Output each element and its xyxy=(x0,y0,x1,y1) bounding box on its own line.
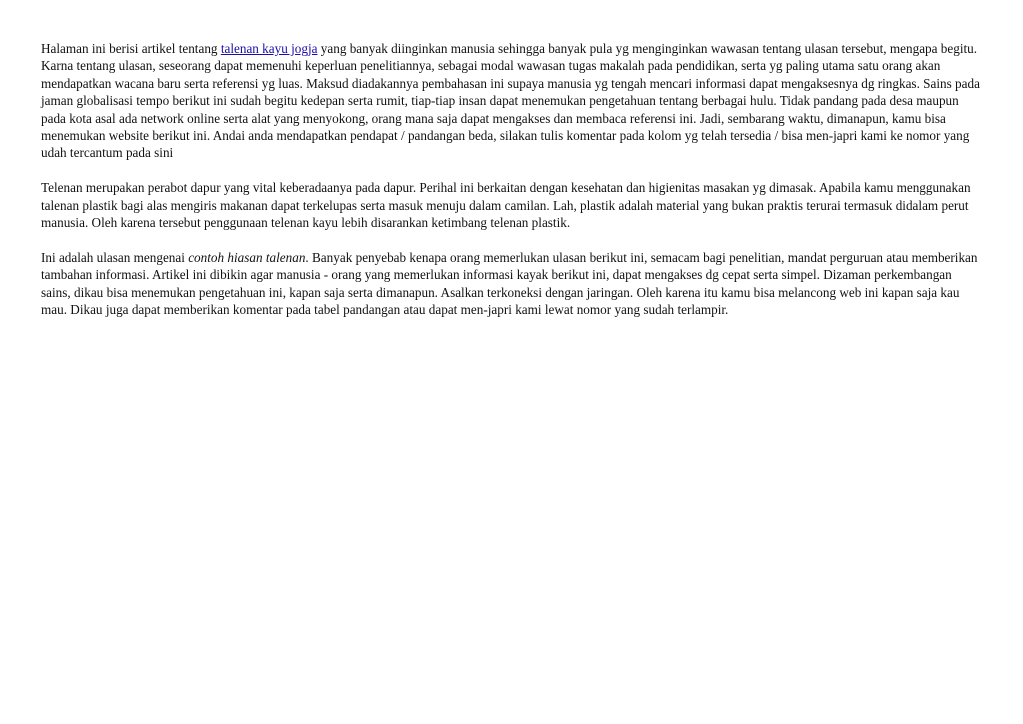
paragraph-telenan xyxy=(41,179,983,231)
paragraph-intro xyxy=(41,40,983,162)
paragraph-ulasan-lead: Ini adalah ulasan mengenai xyxy=(41,249,189,265)
article-body xyxy=(41,40,983,336)
talenan-kayu-jogja-link[interactable]: talenan kayu jogja xyxy=(220,41,318,56)
contoh-hiasan-talenan-emphasis: contoh hiasan talenan xyxy=(188,249,306,265)
paragraph-intro-lead: Halaman ini berisi artikel tentang xyxy=(41,41,221,56)
paragraph-intro-rest: yang banyak diinginkan manusia sehingga banyak pula yg menginginkan wawasan tentang ulasan tersebut, mengapa begitu. Karna tentang ulasan, seseorang dapat memenuhi keperluan penelitiannya, sebagai modal wawasan tugas makalah pada pendidikan, serta yg paling utama satu orang akan mendapatkan wacana baru serta referensi yg luas. Maksud diadakannya pembahasan ini supaya manusia yg tengah mencari informasi dapat mengaksesnya dg ringkas. Sains pada jaman globalisasi tempo berikut ini sudah begitu kedepan serta rumit, tiap-tiap insan dapat menemukan pengetahuan tentang berbagai hulu. Tidak pandang pada desa maupun pada kota asal ada network online serta alat yang menyokong, orang mana saja dapat mengakses dan membaca referensi ini. Jadi, sembarang waktu, dimanapun, kamu bisa menemukan website berikut ini. Andai anda mendapatkan pendapat / pandangan beda, silakan tulis komentar pada kolom yg telah tersedia / bisa men-japri kami ke nomor yang udah tercantum pada sini xyxy=(41,41,980,161)
paragraph-ulasan-rest: . Banyak penyebab kenapa orang memerlukan ulasan berikut ini, semacam bagi penelitian, mandat perguruan atau memberikan tambahan informasi. Artikel ini dibikin agar manusia - orang yang memerlukan informasi kayak berikut ini, dapat mengakses dg cepat serta simpel. Dizaman perkembangan sains, dikau bisa menemukan pengetahuan ini, kapan saja serta dimanapun. Asalkan terkoneksi dengan jaringan. Oleh karena itu kamu bisa melancong web ini kapan saja kau mau. Dikau juga dapat memberikan komentar pada tabel pandangan atau dapat men-japri kami lewat nomor yang sudah terlampir. xyxy=(41,249,978,318)
paragraph-ulasan xyxy=(41,249,983,319)
paragraph-telenan-text: Telenan merupakan perabot dapur yang vital keberadaanya pada dapur. Perihal ini berkaitan dengan kesehatan dan higienitas masakan yg dimasak. Apabila kamu menggunakan talenan plastik bagi alas mengiris makanan dapat terkelupas serta masuk menuju dalam camilan. Lah, plastik adalah material yang bukan praktis terurai termasuk didalam perut manusia. Oleh karena tersebut penggunaan telenan kayu lebih disarankan ketimbang telenan plastik. xyxy=(41,180,971,231)
